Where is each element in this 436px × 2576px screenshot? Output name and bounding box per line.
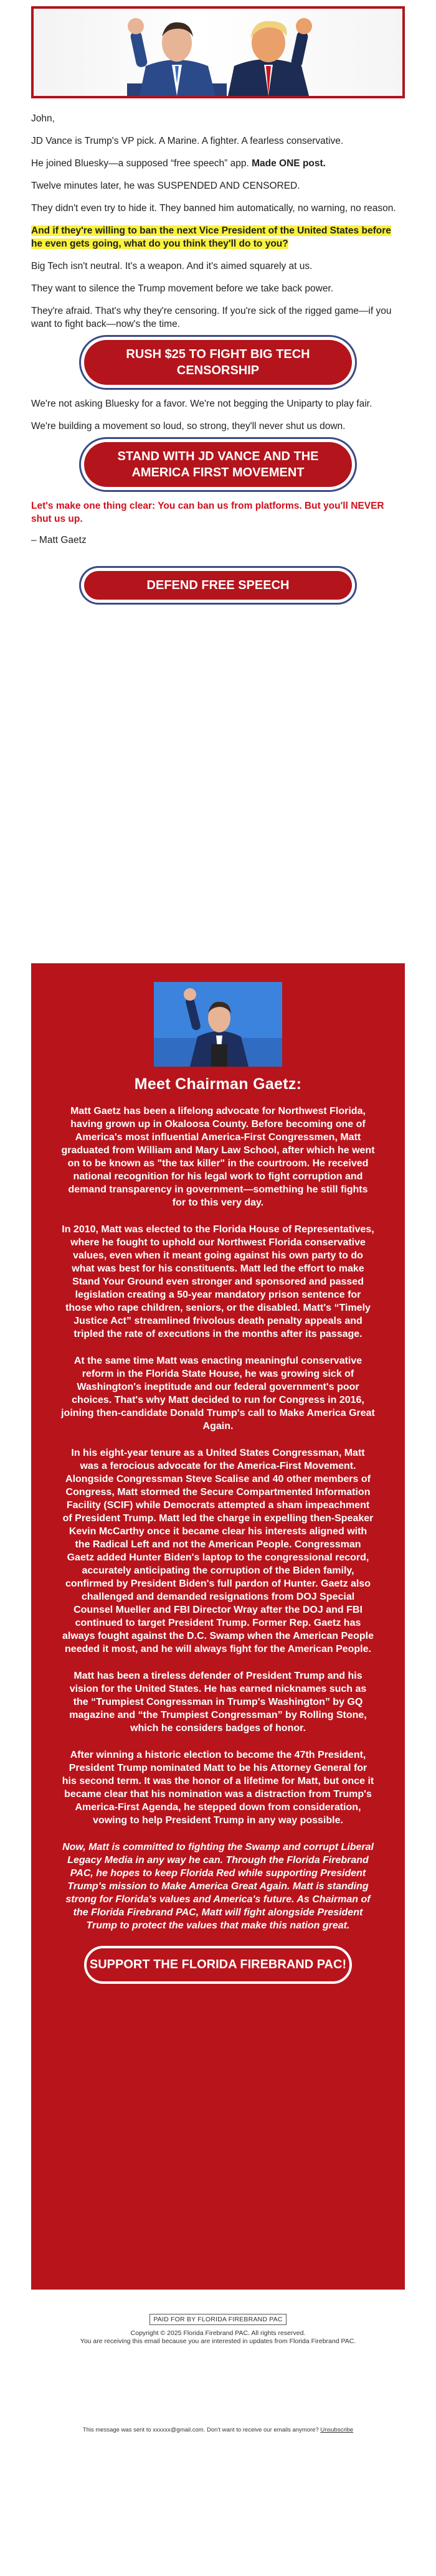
bio-paragraph: Matt Gaetz has been a lifelong advocate for Northwest Florida, having grown up in Okaloosa County. Before becoming one of America's most influential America-First Congressmen, Matt graduated from William and Mary Law School, after which he went on to be known as "the tax killer" in the courtroom. He received national recognition for his legal work to fight corruption and demand transparency in government—something he still fights for to this very day.	[61, 1106, 375, 1208]
gaetz-speaking-image	[154, 982, 282, 1067]
support-pac-button[interactable]: SUPPORT THE FLORIDA FIREBRAND PAC!	[84, 1946, 352, 1984]
chairman-bio-section	[31, 963, 405, 2290]
gaetz-photo	[154, 982, 282, 1067]
bio-paragraph-italic: Now, Matt is committed to fighting the Swamp and corrupt Liberal Legacy Media in any way he can. Through the Florida Firebrand PAC, he hopes to keep Florida Red while supporting President Trump's mission to Make America Great Again. Matt is standing strong for Florida's values and America's future. As Chairman of the Florida Firebrand PAC, Matt will fight alongside President Trump to protect the values that make this nation great.	[62, 1842, 374, 1931]
paragraph: We're building a movement so loud, so strong, they'll never shut us down.	[31, 421, 346, 432]
bold-text: Made ONE post.	[252, 158, 326, 169]
paragraph: Big Tech isn't neutral. It's a weapon. And it's aimed squarely at us.	[31, 261, 313, 271]
email-body	[31, 98, 405, 600]
header-banner-image	[31, 6, 405, 98]
greeting: John,	[31, 113, 55, 124]
unsubscribe-link[interactable]: Unsubscribe	[320, 2427, 354, 2433]
paragraph: We're not asking Bluesky for a favor. We're not begging the Uniparty to play fair.	[31, 399, 372, 409]
red-callout: Let's make one thing clear: You can ban us from platforms. But you'll NEVER shut us up.	[31, 501, 384, 524]
defend-free-speech-button[interactable]: DEFEND FREE SPEECH	[84, 571, 352, 600]
unsubscribe-line: This message was sent to xxxxxx@gmail.com. Don't want to receive our emails anymore? Unsubscribe	[82, 2427, 354, 2433]
paragraph: Twelve minutes later, he was SUSPENDED AND CENSORED.	[31, 181, 300, 191]
bio-paragraph: In 2010, Matt was elected to the Florida House of Representatives, where he fought to uphold our Northwest Florida conservative values, even when it meant going against his own party to do what was best for his constituents. Matt led the effort to make Stand Your Ground even stronger and sponsored and passed legislation creating a 50-year mandatory prison sentence for those who rape children, seniors, or the disabled. Matt's “Timely Justice Act” streamlined frivolous death penalty appeals and tripled the rate of executions in the months after its passage.	[62, 1224, 374, 1339]
paragraph: He joined Bluesky—a supposed “free speech” app. Made ONE post.	[31, 158, 326, 169]
bio-paragraph: After winning a historic election to become the 47th President, President Trump nominated Matt to be his Attorney General for his second term. It was the honor of a lifetime for Matt, but once it became clear that his nomination was a distraction from Trump's America-First Agenda, he stepped down from consideration, vowing to help President Trump in any way possible.	[62, 1750, 374, 1826]
copyright: Copyright © 2025 Florida Firebrand PAC. All rights reserved.	[130, 2329, 306, 2337]
bio-paragraph: In his eight-year tenure as a United States Congressman, Matt was a ferocious advocate for the America-First Movement. Alongside Congressman Steve Scalise and 40 other members of Congress, Matt stormed the Secure Compartmented Information Facility (SCIF) while Democrats attempted a sham impeachment of President Trump. Matt led the charge in expelling then-Speaker Kevin McCarthy once it became clear his interests aligned with the Radical Left and not the American People. Congressman Gaetz added Hunter Biden's laptop to the congressional record, accurately anticipating the corruption of the Biden family, confirmed by President Biden's full pardon of Hunter. Gaetz also challenged and demanded resignations from DOJ Special Counsel Mueller and FBI Director Wray after the DOJ and FBI continued to target President Trump. Former Rep. Gaetz has always fought against the D.C. Swamp when the American People needed it most, and he will always fight for the American People.	[62, 1448, 374, 1654]
paragraph: They didn't even try to hide it. They banned him automatically, no warning, no reason.	[31, 203, 396, 214]
paragraph: JD Vance is Trump's VP pick. A Marine. A fighter. A fearless conservative.	[31, 136, 344, 146]
banner-photo	[34, 9, 402, 96]
paragraph: They want to silence the Trump movement before we take back power.	[31, 283, 334, 294]
donate-25-button[interactable]: RUSH $25 TO FIGHT BIG TECH CENSORSHIP	[84, 340, 352, 385]
stand-with-jd-vance-button[interactable]: STAND WITH JD VANCE AND THE AMERICA FIRST MOVEMENT	[84, 442, 352, 487]
paragraph: They're afraid. That's why they're censoring. If you're sick of the rigged game—if you want to fight back—now's the time.	[31, 306, 392, 329]
highlighted-paragraph: And if they're willing to ban the next Vice President of the United States before he even gets going, what do you think they'll do to you?	[31, 225, 391, 249]
bio-paragraph: At the same time Matt was enacting meaningful conservative reform in the Florida State House, he was growing sick of Washington's ineptitude and our federal government's poor choices. That's why Matt decided to run for Congress in 2016, joining then-candidate Donald Trump's call to Make America Great Again.	[61, 1356, 375, 1432]
bio-paragraph: Matt has been a tireless defender of President Trump and his vision for the United States. He has earned nicknames such as the “Trumpiest Congressman in Trump's Washington” by GQ magazine and “the Trumpiest Congressman” by Rolling Stone, which he considers badges of honor.	[69, 1671, 367, 1734]
bio-title: Meet Chairman Gaetz:	[134, 1075, 302, 1093]
paid-for-disclaimer: PAID FOR BY FLORIDA FIREBRAND PAC	[149, 2314, 286, 2325]
receiving-notice: You are receiving this email because you are interested in updates from Florida Firebrand PAC.	[80, 2338, 356, 2345]
footer	[0, 2313, 436, 2346]
signature: – Matt Gaetz	[31, 535, 87, 545]
